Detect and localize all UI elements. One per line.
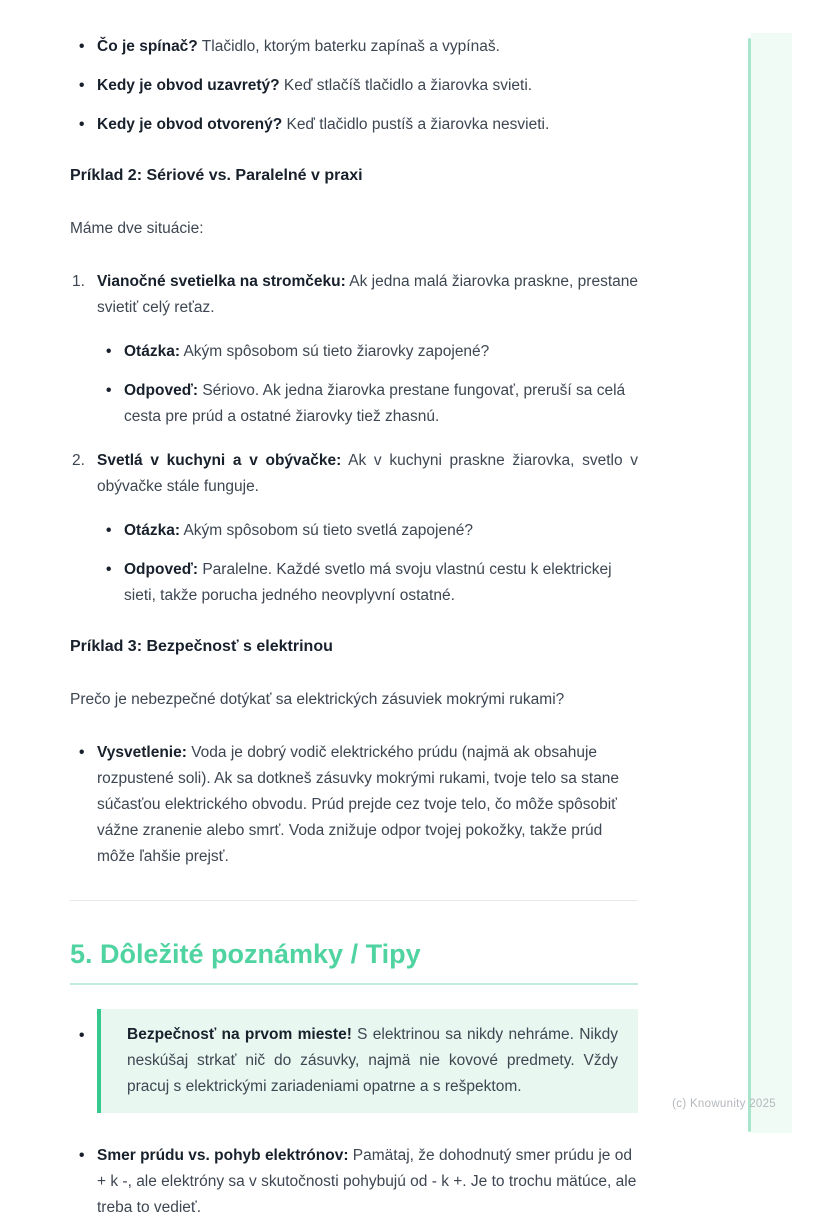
explanation-list xyxy=(70,740,638,870)
section5-heading: 5. Dôležité poznámky / Tipy xyxy=(70,938,638,985)
list-item xyxy=(97,557,638,609)
safety-callout-list xyxy=(70,1009,638,1113)
list-item xyxy=(70,73,638,99)
explanation-text: Voda je dobrý vodič elektrického prúdu (najmä ak obsahuje rozpustené soli). Ak sa dotkneš zásuvky mokrými rukami, tvoje telo sa stane súčasťou elektrického obvodu. Prúd prejde cez tvoje telo, čo môže spôsobiť vážne zranenie alebo smrť. Voda znižuje odpor tvojej pokožky, takže prúd môže ľahšie prejsť. xyxy=(97,744,620,865)
term-label: Čo je spínač? xyxy=(97,38,198,55)
situation-description: Ak v kuchyni praskne žiarovka, svetlo v obývačke stále funguje. xyxy=(97,452,638,495)
list-item xyxy=(97,518,638,544)
qa-text: Akým spôsobom sú tieto svetlá zapojené? xyxy=(180,522,473,539)
qa-text: Akým spôsobom sú tieto žiarovky zapojené? xyxy=(180,343,490,360)
situations-list xyxy=(70,269,638,609)
situation-text xyxy=(97,448,638,500)
term-definition: Keď tlačidlo pustíš a žiarovka nesvieti. xyxy=(282,116,550,133)
situation-label: Vianočné svetielka na stromčeku: xyxy=(97,273,346,290)
explanation-label: Vysvetlenie: xyxy=(97,744,187,761)
example3-question: Prečo je nebezpečné dotýkať sa elektrických zásuviek mokrými rukami? xyxy=(70,691,565,708)
tips-list xyxy=(70,1143,638,1221)
situation-description: Ak jedna malá žiarovka praskne, prestane svietiť celý reťaz. xyxy=(97,273,638,316)
list-item xyxy=(70,1143,638,1221)
tip-label: Smer prúdu vs. pohyb elektrónov: xyxy=(97,1147,349,1164)
tip-text: Pamätaj, že dohodnutý smer prúdu je od + k -, ale elektróny sa v skutočnosti pohybujú od - k +. Je to trochu mätúce, ale treba to vedieť. xyxy=(97,1147,637,1216)
safety-callout-box xyxy=(97,1009,638,1113)
copyright-credit: (c) Knowunity 2025 xyxy=(672,1098,776,1110)
list-item xyxy=(97,378,638,430)
list-item xyxy=(70,269,638,430)
situation-text xyxy=(97,269,638,321)
example3-heading: Príklad 3: Bezpečnosť s elektrinou xyxy=(70,638,333,655)
list-item xyxy=(70,34,638,60)
qa-label: Odpoveď: xyxy=(124,382,199,399)
term-definition: Keď stlačíš tlačidlo a žiarovka svieti. xyxy=(279,77,533,94)
page-edge-tint xyxy=(751,33,792,1133)
list-item xyxy=(70,112,638,138)
page-edge-accent-bar xyxy=(748,38,751,1132)
situation-label: Svetlá v kuchyni a v obývačke: xyxy=(97,452,342,469)
qa-label: Otázka: xyxy=(124,522,180,539)
qa-label: Odpoveď: xyxy=(124,561,199,578)
list-item xyxy=(70,740,638,870)
switch-qa-list xyxy=(70,34,638,138)
qa-sublist xyxy=(97,518,638,609)
term-label: Kedy je obvod otvorený? xyxy=(97,116,283,133)
section-divider xyxy=(70,900,638,901)
notes-content xyxy=(70,34,638,1221)
list-item xyxy=(70,1009,638,1113)
term-label: Kedy je obvod uzavretý? xyxy=(97,77,280,94)
callout-text: S elektrinou sa nikdy nehráme. Nikdy neskúšaj strkať nič do zásuvky, najmä nie kovové predmety. Vždy pracuj s elektrickými zariadeniami opatrne a s rešpektom. xyxy=(127,1026,618,1095)
list-item xyxy=(97,339,638,365)
example2-heading: Príklad 2: Sériové vs. Paralelné v praxi xyxy=(70,167,363,184)
qa-label: Otázka: xyxy=(124,343,180,360)
example2-intro: Máme dve situácie: xyxy=(70,220,204,237)
qa-text: Sériovo. Ak jedna žiarovka prestane fungovať, preruší sa celá cesta pre prúd a ostatné žiarovky tiež zhasnú. xyxy=(124,382,626,425)
callout-label: Bezpečnosť na prvom mieste! xyxy=(127,1026,352,1043)
qa-text: Paralelne. Každé svetlo má svoju vlastnú cestu k elektrickej sieti, takže porucha jedného neovplyvní ostatné. xyxy=(124,561,612,604)
term-definition: Tlačidlo, ktorým baterku zapínaš a vypínaš. xyxy=(197,38,500,55)
qa-sublist xyxy=(97,339,638,430)
list-item xyxy=(70,448,638,609)
